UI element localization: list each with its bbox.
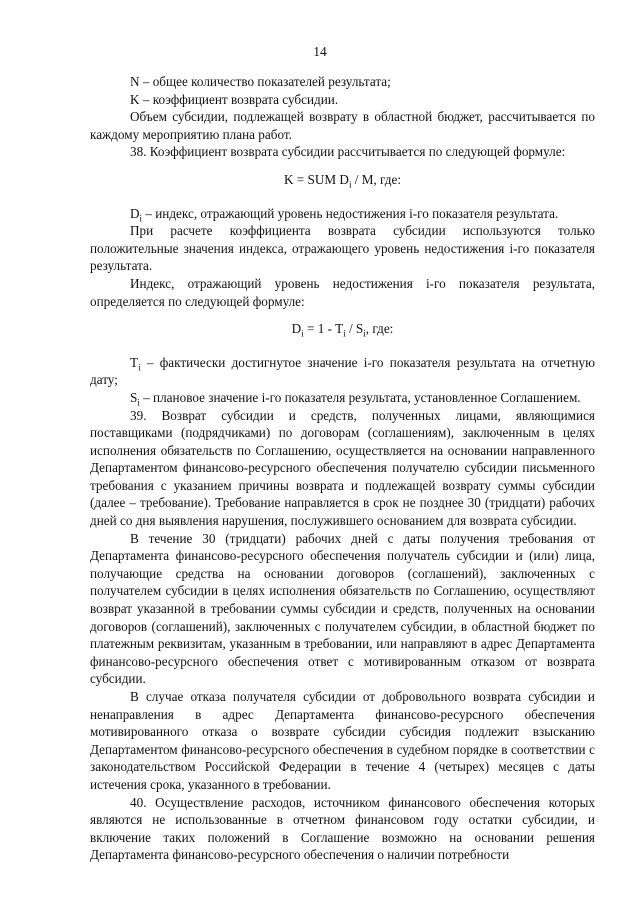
di-sub: i xyxy=(139,213,143,224)
ti-text: – фактически достигнутое значение i-го показателя результата на отчетную дату; xyxy=(90,354,595,388)
paragraph-39-refund-term: В течение 30 (тридцати) рабочих дней с даты получения требования от Департамента финансово-ресурсного обеспечения получатель субсидии и (или) лица, получающие средства на основании договоров (соглашений), заключенных с получателем субсидии в целях исполнения обязательств по Соглашению, осуществляют возврат указанной в требовании суммы субсидии и средств, полученных на основании договоров (соглашений), заключенных с получателем субсидии, в областной бюджет по платежным реквизитам, указанным в требовании, или направляют в адрес Департамента финансово-ресурсного обеспечения ответ с мотивированным отказом от возврата субсидии. xyxy=(90,530,595,687)
paragraph-39: 39. Возврат субсидии и средств, полученных лицами, являющимися поставщиками (подрядчиками) по договорам (соглашениям), заключенным в целях исполнения обязательств по Соглашению, осуществляется на основании направленного Департаментом финансово-ресурсного обеспечения получателю субсидии письменного требования с указанием причины возврата и подлежащей возврату суммы субсидии (далее – требование). Требование направляется в срок не позднее 30 (тридцати) рабочих дней со дня выявления нарушения, послужившего основанием для возврата субсидии. xyxy=(90,407,595,529)
formula2-mid: = 1 - T xyxy=(303,321,344,337)
paragraph-k-definition: K – коэффициент возврата субсидии. xyxy=(130,91,339,107)
paragraph-n-definition: N – общее количество показателей результата; xyxy=(130,74,391,89)
formula2-d-sub: i xyxy=(301,328,304,339)
page-number: 14 xyxy=(313,44,327,59)
formula2-t-sub: i xyxy=(343,328,346,339)
si-sub: i xyxy=(137,397,140,408)
formula2-d: D xyxy=(291,321,302,337)
formula2-end: , где: xyxy=(365,321,394,337)
paragraph-volume: Объем субсидии, подлежащей возврату в областной бюджет, рассчитывается по каждому мероприятию плана работ. xyxy=(90,109,595,142)
paragraph-di-definition xyxy=(90,205,595,223)
ti-symbol: T xyxy=(130,354,139,370)
paragraph-index-intro: Индекс, отражающий уровень недостижения i-го показателя результата, определяется по следующей формуле: xyxy=(90,275,595,309)
formula1-left: K = SUM D xyxy=(283,171,349,187)
formula-index xyxy=(90,310,595,354)
di-text: – индекс, отражающий уровень недостижения i-го показателя результата. xyxy=(142,205,559,221)
formula1-right: / M, где: xyxy=(351,171,402,187)
formula-return-coefficient xyxy=(90,161,595,205)
paragraph-positive-values: При расчете коэффициента возврата субсидии используются только положительные значения индекса, отражающего уровень недостижения i-го показателя результата. xyxy=(90,223,595,274)
document-body xyxy=(90,73,595,864)
si-symbol: S xyxy=(130,389,138,405)
di-symbol: D xyxy=(130,205,140,221)
paragraph-38: 38. Коэффициент возврата субсидии рассчитывается по следующей формуле: xyxy=(130,144,566,160)
paragraph-40: 40. Осуществление расходов, источником финансового обеспечения которых являются не использованные в отчетном финансовом году остатки субсидии, и включение таких положений в Соглашение возможно на основании решения Департамента финансово-ресурсного обеспечения о наличии потребности xyxy=(90,794,595,863)
si-text: – плановое значение i-го показателя результата, установленное Соглашением. xyxy=(139,389,581,405)
formula1-sub: i xyxy=(348,179,352,190)
formula2-s-sub: i xyxy=(363,328,366,339)
formula2-slash: / S xyxy=(345,321,364,337)
paragraph-si-definition xyxy=(90,389,595,407)
paragraph-39-refusal: В случае отказа получателя субсидии от добровольного возврата субсидии и ненаправления в адрес Департамента финансово-ресурсного обеспечения мотивированного отказа о возврате субсидии субсидия подлежит взысканию Департаментом финансово-ресурсного обеспечения в судебном порядке в соответствии с законодательством Российской Федерации в течение 4 (четырех) месяцев с даты истечения срока, указанного в требовании. xyxy=(90,689,595,792)
ti-sub: i xyxy=(138,362,141,373)
paragraph-ti-definition xyxy=(90,354,595,389)
